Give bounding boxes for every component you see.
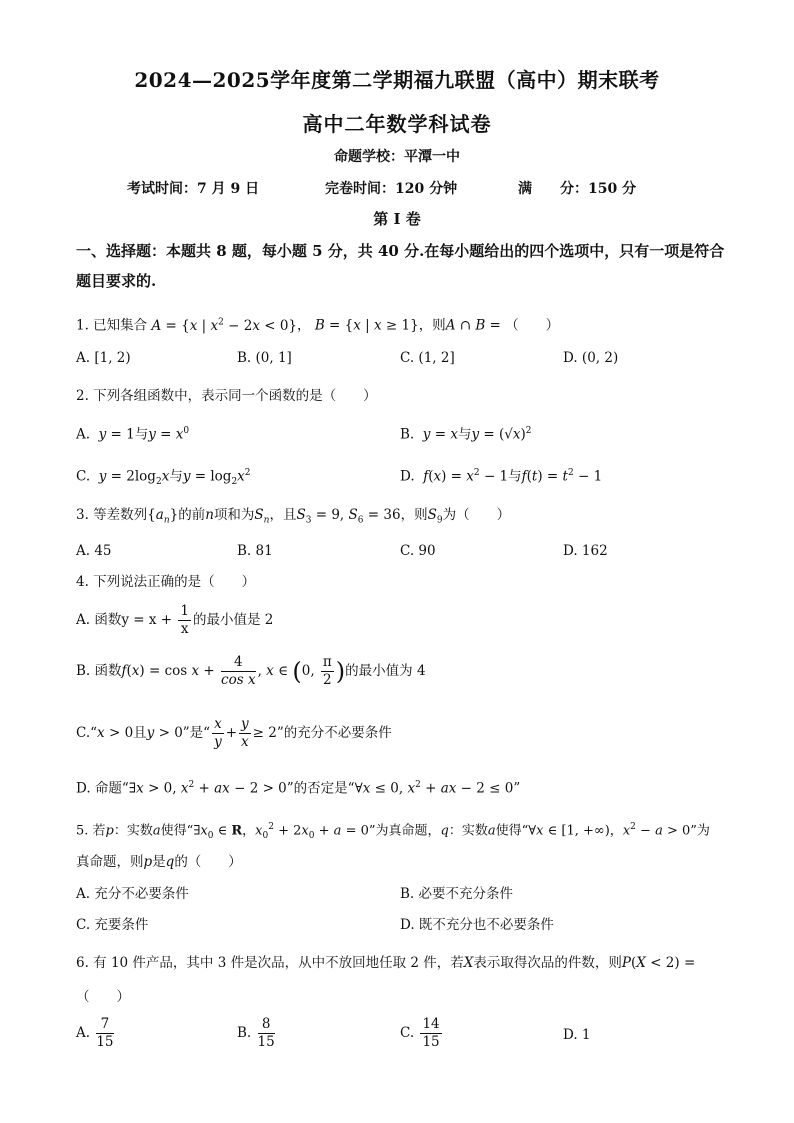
q1-option-c: C. (1, 2] [400, 350, 455, 366]
set-a-expr: A = {x | $x^2 - 2x < 0$} [151, 317, 298, 334]
q5-option-c: C. 充要条件 [76, 917, 149, 933]
q5-option-d: D. 既不充分也不必要条件 [400, 917, 554, 933]
q6-option-c: C. $\frac{14}{15}$ [400, 1016, 440, 1050]
question-2: 2. 下列各组函数中，表示同一个函数的是（ ） [76, 388, 377, 404]
q4-option-b: B. 函数f(x) = cos x + $\frac{4}{\text{cos x}}$ , x ∈ (0, $\frac{\pi}{2}$ )的最小值为 4 [76, 654, 426, 688]
setter-school: 命题学校：平潭一中 [334, 149, 460, 165]
q4-option-a: A. 函数y = x + $\frac{1}{x}$ 的最小值是 2 [76, 603, 274, 637]
q4-option-d: D. 命题“∃x > 0, $x^2$ + ax − 2 > 0”的否定是“∀x ≤ 0, $x^2$ + ax − 2 ≤ 0” [76, 780, 521, 797]
question-4: 4. 下列说法正确的是（ ） [76, 574, 256, 590]
exam-date: 考试时间：7 月 9 日 [127, 181, 260, 197]
q5-option-b: B. 必要不充分条件 [400, 886, 514, 902]
q1-option-b: B. (0, 1] [237, 350, 292, 366]
q5-option-a: A. 充分不必要条件 [76, 886, 189, 902]
question-1: 1. 已知集合 A = {x | $x^2 - 2x < 0$}， B = {x | x ≥ 1}，则A ∩ B = （ ） [76, 317, 560, 334]
volume-label: 第 I 卷 [373, 210, 421, 228]
q3-option-c: C. 90 [400, 543, 436, 559]
q6-option-a: A. $\frac{7}{15}$ [76, 1016, 114, 1050]
q2-option-a: A. y = 1与$y = x^0$ [76, 426, 190, 443]
set-b-expr: B = {x | x ≥ 1} [314, 317, 419, 334]
q3-option-d: D. 162 [563, 543, 608, 559]
exam-duration: 完卷时间：120 分钟 [325, 181, 458, 197]
q4-option-c: C.“x > 0且y > 0”是“ $\frac{x}{y}$ + $\frac{y}{x}$ ≥ 2”的充分不必要条件 [76, 716, 392, 750]
q3-option-b: B. 81 [237, 543, 273, 559]
full-score: 满 分：150 分 [518, 181, 637, 197]
q3-option-a: A. 45 [76, 543, 112, 559]
q1-option-d: D. (0, 2) [563, 350, 619, 366]
exam-title: 2024—2025学年度第二学期福九联盟（高中）期末联考 [134, 68, 660, 92]
section-heading: 一、选择题：本题共 8 题，每小题 5 分，共 40 分.在每小题给出的四个选项中，只有一项是符合题目要求的. [76, 242, 725, 290]
q2-option-d: D. $f(x) = x^2 - 1$与$f(t) = t^2 - 1$ [400, 468, 603, 485]
q1-option-a: A. [1, 2) [76, 350, 131, 366]
question-3: 3. 等差数列$\{a_n\}$的前n项和为$S_n$，且$S_3 = 9$, $S_6 = 36$，则$S_9$为（ ） [76, 507, 511, 526]
q2-option-b: B. y = x与$y = (√x)^2$ [400, 426, 532, 443]
exam-subtitle: 高中二年数学科试卷 [302, 112, 492, 136]
question-6-blank: （ ） [76, 989, 130, 1005]
q6-option-d: D. 1 [563, 1027, 591, 1043]
question-5-cont: 真命题，则p是q的（ ） [76, 854, 242, 870]
intersection-expr: A ∩ B = [445, 317, 501, 334]
question-5: 5. 若p：实数a使得“$\exists x_0$ ∈ R，$x_0^2 + 2x_0 + a = 0$”为真命题，q：实数a使得“∀x ∈ [1, +∞)，$x^2 - a > 0$”为 [76, 822, 710, 841]
q2-option-c: C. $y = 2\log_2x$与$y = \log_2x^2$ [76, 468, 251, 488]
question-6: 6. 有 10 件产品，其中 3 件是次品，从中不放回地任取 2 件，若X表示取得次品的件数，则P(X < 2) = [76, 955, 696, 971]
q6-option-b: B. $\frac{8}{15}$ [237, 1016, 275, 1050]
